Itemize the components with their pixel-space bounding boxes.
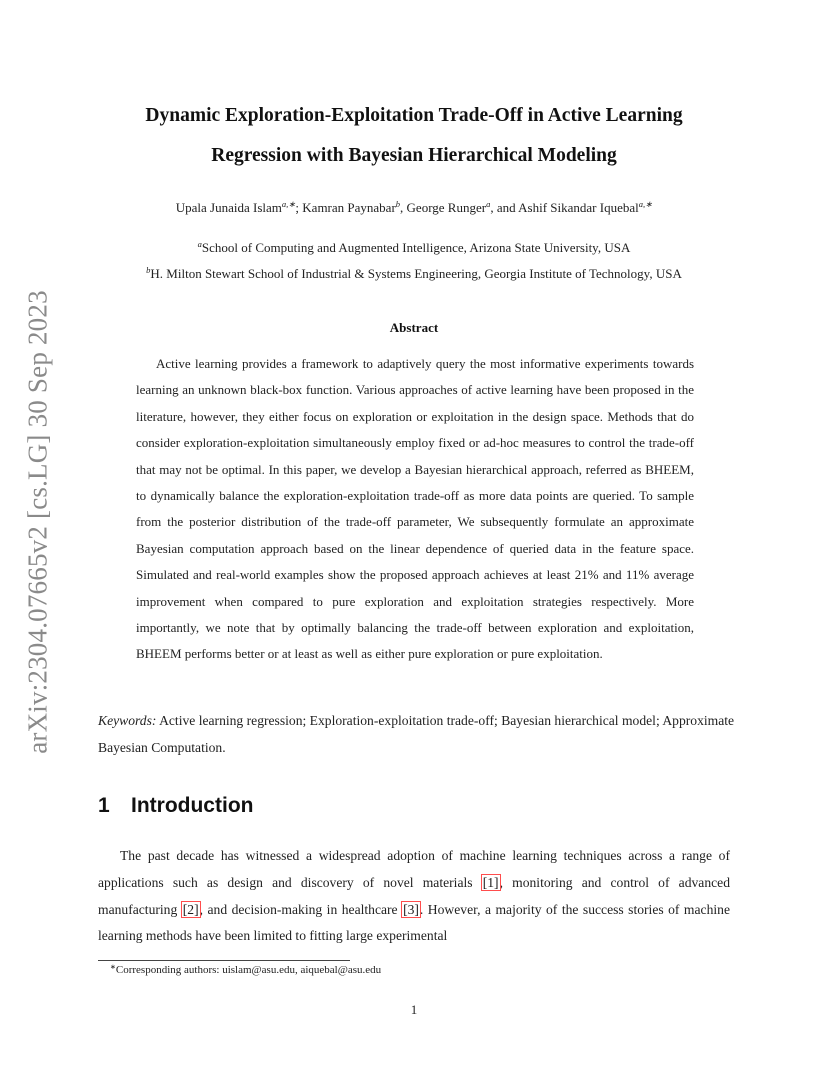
abstract-body: Active learning provides a framework to adaptively query the most informative experiments towards learning an unknown black-box function. Various approaches of active learning have been proposed in the literature, however, they either focus on exploration or exploitation in the design space. Methods that do consider exploration-exploitation simultaneously employ fixed or ad-hoc measures to control the trade-off that may not be optimal. In this paper, we develop a Bayesian hierarchical approach, referred as BHEEM, to dynamically balance the exploration-exploitation trade-off as more data points are queried. To sample from the posterior distribution of the trade-off parameter, We subsequently formulate an approximate Bayesian computation approach based on the linear dependence of queried data in the feature space. Simulated and real-world examples show the proposed approach achieves at least 21% and 11% average improvement when compared to pure exploration and exploitation strategies respectively. More importantly, we note that by optimally balancing the trade-off between exploration and exploitation, BHEEM performs better or at least as well as either pure exploration or pure exploitation. xyxy=(136,356,694,662)
affiliation-text: School of Computing and Augmented Intelligence, Arizona State University, USA xyxy=(201,240,631,255)
affiliation-mark: a xyxy=(197,239,202,249)
paper-title-line-1: Dynamic Exploration-Exploitation Trade-Off in Active Learning xyxy=(145,105,683,126)
author-name: Kamran Paynabar xyxy=(302,200,396,215)
keywords-label: Keywords: xyxy=(98,713,157,728)
abstract-heading: Abstract xyxy=(389,320,439,335)
author-separator: , xyxy=(400,200,407,215)
section-number: 1 xyxy=(98,794,110,817)
intro-text: , and decision-making in healthcare xyxy=(199,901,403,917)
author-affiliation-mark: a,∗ xyxy=(638,199,653,209)
citation-link[interactable]: [1] xyxy=(482,874,499,890)
section-title: Introduction xyxy=(131,794,254,817)
footnote xyxy=(110,963,381,976)
citation-link[interactable]: [2] xyxy=(182,901,199,917)
intro-text: . However, a majority of the success stories of machine learning methods have been limited to fitting large experimental xyxy=(98,901,730,944)
introduction-paragraph xyxy=(98,843,730,950)
arxiv-identifier-stamp[interactable]: arXiv:2304.07665v2 [cs.LG] 30 Sep 2023 xyxy=(22,290,53,754)
footnote-divider xyxy=(98,960,350,961)
author-separator: ; xyxy=(295,200,303,215)
author-list xyxy=(98,199,730,216)
page-number: 1 xyxy=(410,1002,418,1017)
affiliation-a xyxy=(98,239,730,256)
affiliation-text: H. Milton Stewart School of Industrial & Systems Engineering, Georgia Institute of Technology, USA xyxy=(150,266,682,281)
author-affiliation-mark: a,∗ xyxy=(281,199,296,209)
keywords-text: Active learning regression; Exploration-exploitation trade-off; Bayesian hierarchical model; Approximate Bayesian Computation. xyxy=(98,713,735,755)
author-affiliation-mark: b xyxy=(395,199,401,209)
author-name: George Runger xyxy=(406,200,487,215)
author-name: Ashif Sikandar Iquebal xyxy=(518,200,639,215)
author-separator: , and xyxy=(490,200,519,215)
intro-text: The past decade has witnessed a widespread adoption of machine learning techniques across a range of applications such as design and discovery of novel materials xyxy=(98,848,730,890)
affiliation-b xyxy=(98,265,730,282)
paper-title-line-2: Regression with Bayesian Hierarchical Modeling xyxy=(211,145,617,166)
section-heading xyxy=(98,794,253,818)
citation-link[interactable]: [3] xyxy=(403,901,419,917)
intro-text: , monitoring and control of advanced manufacturing xyxy=(98,874,730,917)
author-name: Upala Junaida Islam xyxy=(175,200,282,215)
footnote-mark: ∗ xyxy=(110,963,116,971)
footnote-text: Corresponding authors: uislam@asu.edu, aiquebal@asu.edu xyxy=(115,964,382,976)
author-affiliation-mark: a xyxy=(486,199,491,209)
affiliation-mark: b xyxy=(146,265,151,275)
keywords xyxy=(98,707,742,761)
